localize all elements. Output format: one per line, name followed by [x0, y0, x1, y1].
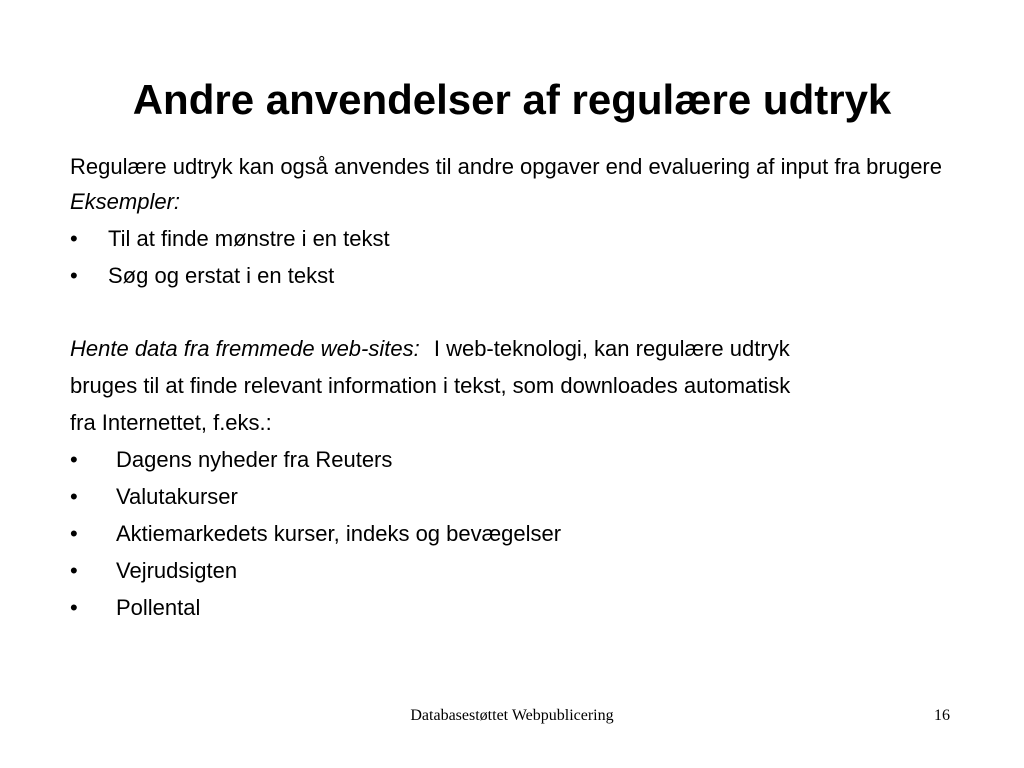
web-line-2: bruges til at finde relevant information i tekst, som downloades automatisk [70, 373, 791, 398]
bullet-marker: • [70, 484, 78, 509]
list-item [70, 478, 970, 515]
list-item [70, 257, 970, 294]
bullet-marker: • [70, 558, 78, 583]
bullet-marker: • [70, 447, 78, 472]
web-line-1-text: I web-teknologi, kan regulære udtryk [433, 336, 790, 361]
list-item [70, 515, 970, 552]
examples-label: Eksempler: [70, 189, 181, 214]
list-item-text: Søg og erstat i en tekst [108, 263, 335, 288]
page-number: 16 [934, 707, 950, 724]
list-item [70, 441, 970, 478]
list-item-text: Dagens nyheder fra Reuters [116, 447, 393, 472]
bullet-marker: • [70, 521, 78, 546]
list-item [70, 589, 970, 626]
bullet-marker: • [70, 263, 78, 288]
list-item [70, 552, 970, 589]
intro-paragraph: Regulære udtryk kan også anvendes til andre opgaver end evaluering af input fra brugere [70, 154, 942, 179]
list-item-text: Til at finde mønstre i en tekst [108, 226, 390, 251]
spacer [70, 294, 970, 330]
footer-title: Databasestøttet Webpublicering [410, 707, 614, 724]
bullet-marker: • [70, 595, 78, 620]
bullet-marker: • [70, 226, 78, 251]
slide-body [70, 152, 970, 626]
list-item-text: Pollental [116, 595, 201, 620]
list-item-text: Vejrudsigten [116, 558, 238, 583]
slide-title: Andre anvendelser af regulære udtryk [132, 76, 892, 123]
web-label: Hente data fra fremmede web-sites: [70, 336, 420, 361]
list-item-text: Aktiemarkedets kurser, indeks og bevægelser [116, 521, 562, 546]
web-line-3: fra Internettet, f.eks.: [70, 410, 272, 435]
list-item [70, 220, 970, 257]
web-line-1 [70, 330, 970, 367]
list-item-text: Valutakurser [116, 484, 238, 509]
